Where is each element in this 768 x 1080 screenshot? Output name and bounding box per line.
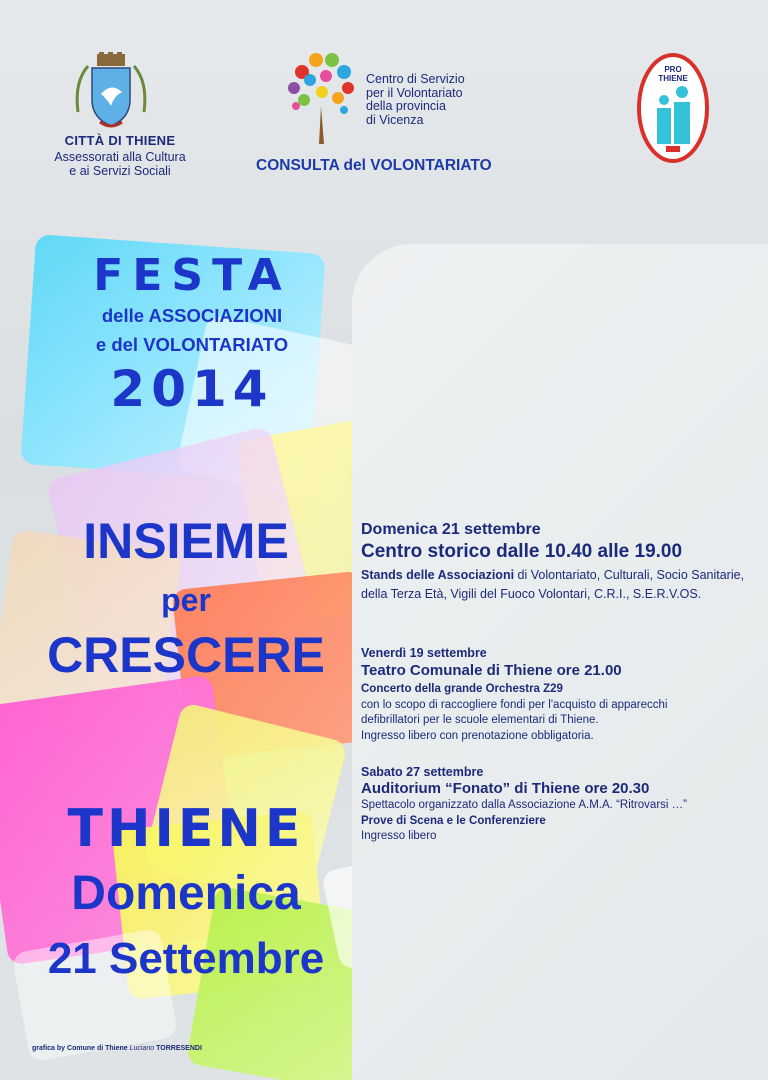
- slogan-per: per: [161, 582, 211, 618]
- festa-title: FESTA: [93, 250, 291, 301]
- event-weekday: Domenica: [71, 867, 301, 920]
- volunteer-tree-logo-icon: [282, 48, 360, 148]
- event-2-line-3: defibrillatori per le scuole elementari di Thiene.: [361, 714, 599, 726]
- event-2-day: Venerdì 19 settembre: [361, 646, 487, 660]
- csv-line-1: Centro di Servizio: [366, 72, 465, 86]
- event-2-line-1: Concerto della grande Orchestra Z29: [361, 683, 563, 695]
- event-date: 21 Settembre: [47, 934, 325, 983]
- associazioni-subtitle: delle ASSOCIAZIONI: [101, 305, 283, 326]
- pro-label: PRO: [664, 65, 682, 74]
- city-coat-of-arms-icon: [70, 52, 152, 130]
- city-dept-line-1: Assessorati alla Cultura: [54, 150, 186, 164]
- town-name: THIENE: [67, 799, 305, 859]
- slogan-insieme: INSIEME: [83, 513, 289, 569]
- event-1-text: di Volontariato, Culturali, Socio Sanitarie, della Terza Età, Vigili del Fuoco Volontari, C.R.I., S.E.R.V.OS.: [361, 568, 745, 601]
- event-2-line-2: con lo scopo di raccogliere fondi per l'acquisto di apparecchi: [361, 698, 668, 711]
- csv-name: [366, 73, 465, 127]
- year-title: 2014: [110, 360, 274, 418]
- thiene-label: THIENE: [658, 74, 688, 83]
- event-1-day: Domenica 21 settembre: [361, 521, 541, 538]
- pro-thiene-logo-icon: [636, 52, 710, 164]
- credit-suffix: TORRESENDI: [154, 1045, 202, 1052]
- city-dept-line-2: e ai Servizi Sociali: [69, 164, 171, 178]
- volontariato-subtitle: e del VOLONTARIATO: [95, 334, 289, 355]
- event-3-description: [361, 798, 761, 845]
- event-3-place: Auditorium “Fonato” di Thiene ore 20.30: [361, 780, 650, 797]
- event-2-line-4: Ingresso libero con prenotazione obbligatoria.: [361, 729, 594, 742]
- consulta-title: CONSULTA del VOLONTARIATO: [256, 157, 492, 174]
- graphic-credit: [32, 1045, 202, 1052]
- csv-line-2: per il Volontariato: [366, 85, 463, 100]
- event-2-place: Teatro Comunale di Thiene ore 21.00: [361, 662, 622, 679]
- credit-italic: Luciano: [129, 1045, 155, 1052]
- event-1-place: Centro storico dalle 10.40 alle 19.00: [361, 541, 683, 562]
- event-3-line-2: Prove di Scena e le Conferenziere: [361, 814, 546, 827]
- event-1-bold: Stands delle Associazioni: [361, 568, 515, 582]
- event-3-line-1: Spettacolo organizzato dalla Associazione A.M.A. “Ritrovarsi …”: [361, 799, 687, 811]
- event-3-day: Sabato 27 settembre: [361, 765, 484, 779]
- event-3-line-3: Ingresso libero: [361, 830, 437, 842]
- event-1-description: [361, 566, 751, 604]
- csv-line-3: della provincia: [366, 99, 446, 113]
- csv-line-4: di Vicenza: [366, 112, 424, 127]
- event-2-description: [361, 682, 751, 744]
- credit-prefix: grafica by Comune di Thiene: [32, 1045, 130, 1052]
- slogan-crescere: CRESCERE: [47, 627, 325, 683]
- city-name: CITTÀ DI THIENE: [64, 133, 176, 148]
